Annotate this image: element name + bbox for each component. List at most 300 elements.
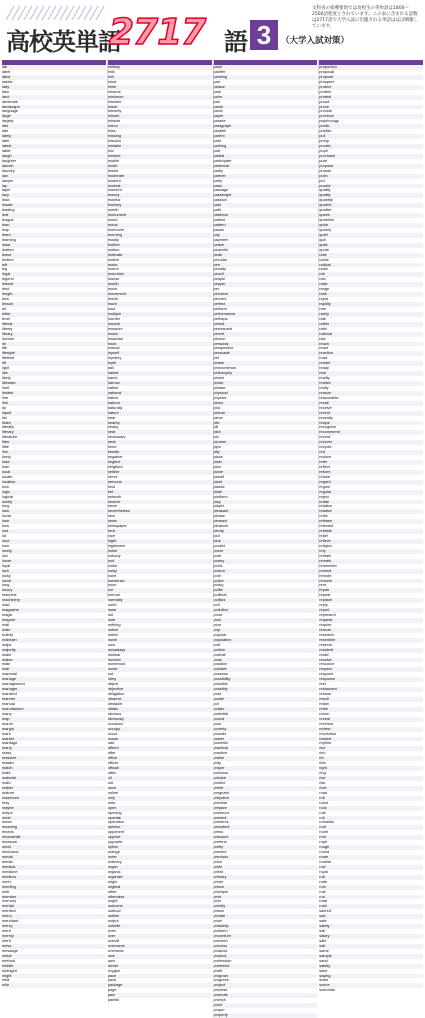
word-entry: military bbox=[107, 64, 121, 69]
word-entry: relative bbox=[319, 508, 332, 514]
word-entry: president bbox=[213, 824, 230, 830]
word-entry: particular bbox=[213, 162, 230, 168]
word-entry: root bbox=[319, 834, 326, 840]
word-entry: pity bbox=[213, 449, 220, 455]
word-entry: lean bbox=[2, 222, 10, 227]
word-entry: nerve bbox=[107, 473, 118, 479]
word-entry: quantity bbox=[319, 197, 333, 203]
word-entry: painter bbox=[213, 68, 226, 74]
word-entry: real bbox=[319, 370, 326, 376]
word-entry: minister bbox=[107, 98, 122, 104]
word-entry: middle bbox=[2, 962, 14, 968]
word-column-3 bbox=[213, 60, 318, 1017]
word-entry: pick bbox=[213, 404, 221, 410]
word-entry: ride bbox=[319, 760, 326, 766]
word-entry: nature bbox=[107, 409, 119, 415]
word-entry: product bbox=[213, 952, 227, 958]
word-entry: report bbox=[319, 607, 330, 613]
word-entry: organize bbox=[107, 873, 123, 879]
word-entry: needle bbox=[107, 449, 120, 455]
word-entry: power bbox=[213, 735, 225, 741]
word-entry: practical bbox=[213, 745, 228, 751]
word-entry: provide bbox=[319, 108, 333, 114]
word-entry: nice bbox=[107, 533, 115, 539]
word-entry: matter bbox=[2, 784, 14, 790]
word-entry: lab bbox=[2, 64, 8, 69]
word-entry: minimum bbox=[107, 93, 124, 99]
word-entry: outcome bbox=[107, 903, 123, 909]
word-entry: philosophy bbox=[213, 370, 233, 376]
word-entry: paragraph bbox=[213, 123, 232, 129]
word-entry: mass bbox=[2, 750, 12, 756]
word-entry: luck bbox=[2, 567, 9, 573]
word-entry: motor bbox=[107, 261, 118, 267]
word-entry: recover bbox=[319, 439, 333, 445]
word-entry: pose bbox=[213, 656, 222, 662]
word-entry: past bbox=[213, 202, 221, 208]
word-entry: poll bbox=[213, 602, 220, 608]
word-entry: miss bbox=[107, 128, 116, 134]
word-entry: sacred bbox=[319, 908, 331, 914]
word-entry: record bbox=[319, 434, 331, 440]
word-entry: loan bbox=[2, 463, 10, 469]
word-entry: repair bbox=[319, 587, 330, 593]
word-entry: morning bbox=[107, 231, 122, 237]
word-entry: phone bbox=[213, 375, 225, 381]
word-entry: prospect bbox=[319, 78, 335, 84]
word-entry: obey bbox=[107, 676, 117, 682]
word-entry: naked bbox=[107, 370, 119, 376]
word-entry: retain bbox=[319, 700, 329, 706]
word-entry: laugh bbox=[2, 152, 12, 158]
word-entry: proposal bbox=[319, 68, 335, 74]
word-entry: position bbox=[213, 661, 227, 667]
word-entry: pretty bbox=[213, 844, 224, 850]
word-entry: pay bbox=[213, 231, 220, 237]
word-entry: net bbox=[107, 488, 114, 494]
word-entry: literary bbox=[2, 429, 14, 435]
word-entry: musician bbox=[107, 335, 124, 341]
word-entry: nervous bbox=[107, 478, 122, 484]
word-entry: remind bbox=[319, 567, 332, 573]
word-entry: load bbox=[2, 459, 10, 464]
word-entry: pleased bbox=[213, 518, 228, 524]
word-entry: resemble bbox=[319, 636, 336, 642]
word-entry: mainly bbox=[2, 631, 14, 637]
word-entry: noon bbox=[107, 582, 117, 588]
word-entry: master bbox=[2, 760, 14, 766]
word-entry: merely bbox=[2, 933, 14, 938]
word-entry: operate bbox=[107, 814, 121, 820]
word-entry: project bbox=[213, 982, 226, 988]
word-entry: magazine bbox=[2, 607, 19, 613]
word-entry: peace bbox=[213, 241, 225, 247]
word-entry: melt bbox=[2, 888, 10, 894]
word-entry: low bbox=[2, 552, 8, 558]
word-entry: panel bbox=[213, 103, 224, 109]
word-entry: mission bbox=[107, 138, 121, 144]
word-entry: manual bbox=[2, 700, 15, 706]
word-entry: pain bbox=[107, 992, 116, 998]
word-entry: nonsense bbox=[107, 577, 125, 583]
word-entry: reform bbox=[319, 468, 331, 474]
word-entry: qualify bbox=[319, 187, 331, 193]
word-entry: offer bbox=[107, 750, 116, 756]
word-entry: neat bbox=[107, 429, 116, 435]
word-entry: mother bbox=[107, 241, 120, 247]
word-entry: leading bbox=[2, 207, 15, 213]
word-entry: note bbox=[107, 617, 116, 622]
word-entry: least bbox=[2, 241, 11, 247]
word-entry: persuade bbox=[213, 350, 230, 356]
word-entry: risk bbox=[319, 779, 326, 785]
word-entry: recommend bbox=[319, 429, 340, 435]
word-entry: rice bbox=[319, 745, 326, 751]
word-entry: pretend bbox=[213, 839, 227, 845]
word-entry: overseas bbox=[107, 947, 124, 953]
word-entry: outside bbox=[107, 923, 121, 929]
word-entry: ordinary bbox=[107, 858, 122, 864]
word-entry: latest bbox=[2, 143, 12, 148]
word-entry: official bbox=[107, 765, 119, 771]
word-entry: pole bbox=[213, 572, 221, 578]
word-entry: phenomenon bbox=[213, 365, 237, 371]
word-entry: prejudice bbox=[213, 794, 230, 800]
word-entry: once bbox=[107, 784, 117, 790]
word-entry: reader bbox=[319, 360, 331, 366]
word-entry: normal bbox=[107, 592, 120, 598]
word-entry: protein bbox=[319, 88, 332, 94]
word-entry: perceive bbox=[213, 291, 229, 297]
word-entry: policy bbox=[213, 582, 224, 588]
word-entry: react bbox=[319, 345, 328, 351]
word-entry: people bbox=[213, 276, 226, 282]
word-entry: nuclear bbox=[107, 651, 121, 657]
word-entry: potential bbox=[213, 710, 229, 716]
word-entry: mirror bbox=[107, 123, 118, 129]
word-entry: narrow bbox=[107, 380, 120, 385]
word-entry: leader bbox=[2, 202, 13, 208]
word-entry: satisfy bbox=[319, 962, 331, 968]
word-entry: outdoor bbox=[107, 908, 121, 914]
word-entry: now bbox=[107, 641, 115, 647]
word-entry: land bbox=[2, 93, 10, 99]
word-entry: pleasure bbox=[213, 523, 229, 529]
word-entry: respect bbox=[319, 666, 333, 672]
word-entry: object bbox=[107, 681, 119, 687]
word-entry: lost bbox=[2, 528, 9, 534]
word-entry: naturally bbox=[107, 404, 123, 410]
word-entry: late bbox=[2, 128, 9, 134]
word-entry: population bbox=[213, 636, 232, 642]
page-title: 高校英単語 bbox=[6, 28, 121, 56]
word-entry: poster bbox=[213, 696, 225, 701]
word-entry: rarely bbox=[319, 310, 329, 316]
word-entry: law bbox=[2, 172, 8, 178]
word-entry: profession bbox=[213, 957, 232, 963]
word-entry: per bbox=[213, 286, 220, 292]
word-entry: lake bbox=[2, 88, 10, 94]
word-entry: rent bbox=[319, 582, 326, 588]
word-entry: night bbox=[107, 538, 117, 543]
word-entry: opening bbox=[107, 809, 122, 815]
word-entry: relax bbox=[319, 513, 328, 519]
word-entry: lawyer bbox=[2, 177, 14, 183]
word-entry: pray bbox=[213, 760, 222, 766]
word-entry: moderate bbox=[107, 172, 125, 178]
word-entry: merit bbox=[2, 937, 11, 943]
word-entry: precious bbox=[213, 770, 229, 776]
word-entry: right bbox=[319, 765, 327, 771]
word-entry: palm bbox=[213, 93, 222, 99]
word-entry: must bbox=[107, 340, 117, 346]
word-entry: minor bbox=[107, 103, 118, 109]
word-entry: obligation bbox=[107, 691, 125, 697]
word-entry: manage bbox=[2, 676, 17, 682]
word-entry: myself bbox=[107, 350, 119, 356]
word-entry: massive bbox=[2, 755, 17, 761]
word-entry: rely bbox=[319, 547, 326, 553]
word-entry: nor bbox=[107, 587, 114, 593]
word-entry: main bbox=[2, 626, 11, 632]
word-entry: rush bbox=[319, 903, 327, 909]
word-entry: partial bbox=[213, 152, 225, 158]
word-entry: let bbox=[2, 305, 7, 311]
word-entry: leaf bbox=[2, 212, 9, 218]
word-entry: priority bbox=[213, 903, 226, 909]
word-entry: regard bbox=[319, 478, 331, 484]
word-entry: overall bbox=[107, 937, 120, 943]
word-entry: sample bbox=[319, 952, 332, 958]
word-entry: pollution bbox=[213, 607, 228, 613]
word-entry: league bbox=[2, 217, 14, 223]
word-entry: lend bbox=[2, 286, 10, 292]
word-entry: psychology bbox=[319, 118, 339, 124]
word-entry: put bbox=[319, 177, 325, 183]
word-entry: pour bbox=[213, 720, 222, 726]
word-entry: plan bbox=[213, 463, 221, 469]
word-entry: respond bbox=[319, 671, 334, 677]
word-entry: process bbox=[213, 942, 228, 948]
word-entry: medal bbox=[2, 854, 13, 859]
word-entry: likely bbox=[2, 375, 11, 381]
word-entry: newspaper bbox=[107, 523, 127, 529]
word-entry: motive bbox=[107, 256, 120, 262]
word-entry: photo bbox=[213, 380, 224, 385]
word-entry: pop bbox=[213, 626, 220, 632]
word-entry: maybe bbox=[2, 804, 14, 810]
word-entry: mouse bbox=[107, 276, 120, 282]
word-entry: reasonable bbox=[319, 394, 339, 400]
word-entry: quick bbox=[319, 222, 329, 227]
word-entry: neglect bbox=[107, 459, 121, 464]
word-entry: old bbox=[107, 779, 113, 785]
word-entry: promise bbox=[213, 987, 228, 993]
word-entry: pace bbox=[107, 972, 117, 978]
word-entry: publish bbox=[319, 128, 332, 134]
word-entry: network bbox=[107, 493, 122, 499]
word-entry: odd bbox=[107, 740, 115, 746]
word-entry: myth bbox=[107, 360, 117, 366]
word-entry: mere bbox=[2, 928, 11, 934]
word-entry: order bbox=[107, 854, 117, 859]
word-entry: magnet bbox=[2, 617, 15, 622]
word-entry: live bbox=[2, 449, 8, 455]
word-entry: profit bbox=[213, 967, 223, 973]
word-entry: measure bbox=[2, 839, 18, 845]
word-entry: panic bbox=[213, 108, 223, 114]
word-column-1 bbox=[2, 60, 106, 988]
word-entry: poem bbox=[213, 547, 224, 553]
word-entry: organic bbox=[107, 868, 121, 874]
word-entry: resident bbox=[319, 646, 334, 652]
word-entry: round bbox=[319, 849, 330, 855]
word-entry: religion bbox=[319, 542, 332, 548]
word-entry: line bbox=[2, 394, 9, 400]
word-entry: revenue bbox=[319, 720, 334, 726]
word-entry: progress bbox=[213, 977, 229, 983]
title-suffix: 語 bbox=[224, 28, 248, 56]
word-entry: neutral bbox=[107, 498, 120, 504]
word-entry: maximum bbox=[2, 794, 19, 800]
word-entry: overcome bbox=[107, 942, 125, 948]
word-entry: plus bbox=[213, 538, 221, 543]
word-entry: lately bbox=[2, 133, 12, 139]
word-entry: loyal bbox=[2, 562, 11, 568]
word-entry: modern bbox=[107, 177, 121, 183]
word-entry: member bbox=[2, 893, 17, 899]
word-entry: message bbox=[2, 947, 18, 953]
word-entry: motion bbox=[107, 246, 120, 252]
word-entry: litter bbox=[2, 439, 10, 445]
word-entry: obtain bbox=[107, 705, 119, 711]
word-entry: occasion bbox=[107, 720, 124, 726]
word-entry: mercy bbox=[2, 923, 13, 929]
word-entry: permit bbox=[213, 330, 225, 336]
word-entry: much bbox=[107, 301, 118, 306]
word-entry: liberal bbox=[2, 320, 13, 326]
word-entry: remove bbox=[319, 577, 333, 583]
word-entry: potato bbox=[213, 705, 225, 711]
word-entry: political bbox=[213, 592, 227, 598]
word-entry: lose bbox=[2, 518, 10, 524]
word-entry: meat bbox=[2, 844, 11, 850]
word-entry: oven bbox=[107, 928, 117, 934]
word-entry: print bbox=[213, 893, 222, 899]
word-entry: prompt bbox=[213, 997, 226, 1003]
word-row bbox=[214, 1013, 318, 1018]
word-entry: proper bbox=[213, 1007, 225, 1013]
word-entry: pan bbox=[213, 98, 220, 104]
word-entry: relevant bbox=[319, 523, 334, 529]
word-entry: permanent bbox=[213, 325, 233, 331]
word-entry: resist bbox=[319, 651, 329, 657]
word-entry: model bbox=[107, 167, 119, 173]
word-entry: number bbox=[107, 656, 121, 662]
word-entry: reduce bbox=[319, 454, 332, 460]
word-entry: plate bbox=[213, 488, 222, 494]
word-entry: lift bbox=[2, 360, 6, 366]
word-entry: prevent bbox=[213, 849, 227, 855]
word-entry: partner bbox=[213, 172, 226, 178]
word-entry: month bbox=[107, 207, 119, 213]
word-entry: purpose bbox=[319, 162, 334, 168]
word-entry: program bbox=[213, 972, 228, 978]
word-entry: pot bbox=[213, 700, 219, 706]
word-entry: landscape bbox=[2, 103, 20, 109]
word-entry: medicine bbox=[2, 868, 18, 874]
word-entry: priest bbox=[213, 868, 224, 874]
word-entry: robot bbox=[319, 799, 329, 805]
word-entry: pattern bbox=[213, 222, 226, 227]
word-entry: market bbox=[2, 735, 14, 741]
word-entry: margin bbox=[2, 725, 14, 731]
word-entry: poverty bbox=[213, 725, 227, 731]
word-entry: mention bbox=[2, 908, 16, 914]
word-entry: luxury bbox=[2, 587, 13, 593]
word-entry: praise bbox=[213, 755, 225, 761]
word-entry: launch bbox=[2, 162, 14, 168]
word-entry: motivate bbox=[107, 251, 123, 257]
word-entry: paper bbox=[213, 113, 224, 119]
word-entry: reserve bbox=[319, 641, 333, 647]
word-entry: nearby bbox=[107, 419, 120, 425]
word-entry: reveal bbox=[319, 715, 330, 721]
word-entry: medium bbox=[2, 873, 16, 879]
volume-badge: 3 bbox=[250, 20, 278, 50]
word-entry: later bbox=[2, 138, 10, 144]
word-entry: reward bbox=[319, 735, 332, 741]
word-entry: maintain bbox=[2, 636, 17, 642]
word-entry: role bbox=[319, 809, 326, 815]
word-entry: license bbox=[2, 335, 15, 341]
word-entry: modest bbox=[107, 182, 121, 188]
word-entry: lifestyle bbox=[2, 350, 15, 356]
word-entry: money bbox=[107, 192, 120, 198]
word-entry: love bbox=[2, 542, 10, 548]
word-entry: movie bbox=[107, 296, 119, 302]
word-entry: rope bbox=[319, 839, 328, 845]
word-entry: multiple bbox=[107, 310, 122, 316]
word-entry: metal bbox=[2, 952, 12, 958]
word-entry: near bbox=[107, 414, 116, 420]
word-entry: pack bbox=[107, 977, 116, 983]
word-entry: scale bbox=[319, 977, 329, 983]
word-entry: same bbox=[319, 947, 329, 953]
word-entry: port bbox=[213, 641, 221, 647]
word-entry: raw bbox=[319, 335, 326, 341]
word-entry: room bbox=[319, 829, 329, 835]
word-entry: restore bbox=[319, 691, 332, 697]
word-entry: mall bbox=[2, 666, 10, 672]
word-entry: numerous bbox=[107, 661, 126, 667]
word-entry: possible bbox=[213, 681, 228, 687]
word-entry: puzzle bbox=[319, 182, 331, 188]
word-entry: reliable bbox=[319, 528, 332, 534]
word-entry: reply bbox=[319, 602, 328, 608]
word-entry: rhythm bbox=[319, 740, 332, 746]
word-entry: laughter bbox=[2, 157, 17, 163]
word-entry: player bbox=[213, 503, 225, 509]
word-entry: origin bbox=[107, 878, 118, 884]
word-entry: nowadays bbox=[107, 646, 126, 652]
word-entry: raise bbox=[319, 281, 328, 287]
word-entry: mud bbox=[107, 305, 116, 311]
word-entry: mail bbox=[2, 621, 10, 627]
word-entry: read bbox=[319, 355, 328, 361]
word-entry: literature bbox=[2, 434, 18, 440]
word-entry: meal bbox=[2, 814, 11, 820]
